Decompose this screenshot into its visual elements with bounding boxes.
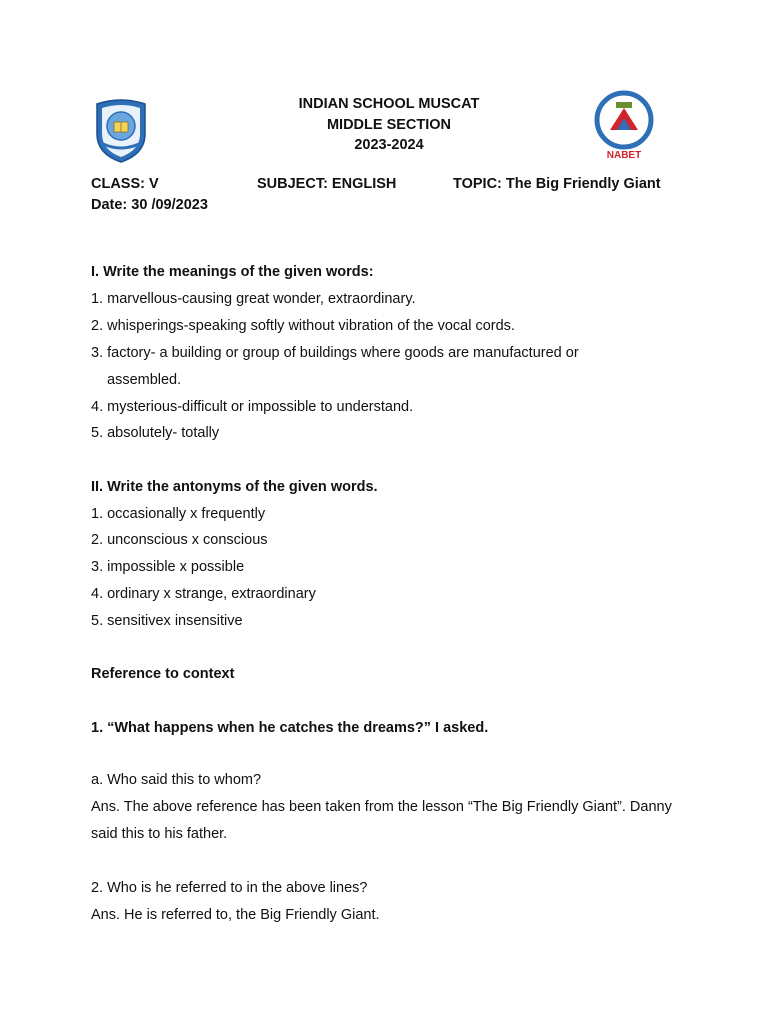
nabet-logo <box>594 90 654 162</box>
section-name: MIDDLE SECTION <box>326 116 452 133</box>
meaning-item-2: 2. whisperings-speaking softly without vibration of the vocal cords. <box>91 318 515 334</box>
school-crest-logo <box>93 98 149 164</box>
answer-a-line1: Ans. The above reference has been taken from the lesson “The Big Friendly Giant”. Danny <box>91 799 672 815</box>
school-header <box>264 94 514 156</box>
answer-a-line2: said this to his father. <box>91 826 228 842</box>
meaning-item-5: 5. absolutely- totally <box>91 425 220 441</box>
question-a: a. Who said this to whom? <box>91 772 262 788</box>
subject-label: SUBJECT: ENGLISH <box>257 176 397 192</box>
antonym-item-1: 1. occasionally x frequently <box>91 506 266 522</box>
class-label: CLASS: V <box>91 176 159 192</box>
section1-heading: I. Write the meanings of the given words: <box>91 264 374 280</box>
antonym-item-5: 5. sensitivex insensitive <box>91 613 243 629</box>
meaning-item-1: 1. marvellous-causing great wonder, extraordinary. <box>91 291 416 307</box>
answer-2: Ans. He is referred to, the Big Friendly Giant. <box>91 907 380 923</box>
question-2: 2. Who is he referred to in the above lines? <box>91 880 368 896</box>
antonym-item-2: 2. unconscious x conscious <box>91 532 268 548</box>
antonym-item-4: 4. ordinary x strange, extraordinary <box>91 586 316 602</box>
school-name: INDIAN SCHOOL MUSCAT <box>298 96 480 112</box>
meaning-item-4: 4. mysterious-difficult or impossible to understand. <box>91 399 414 415</box>
section2-heading: II. Write the antonyms of the given words. <box>91 479 378 495</box>
section3-heading: Reference to context <box>91 666 235 682</box>
nabet-label: NABET <box>606 150 642 161</box>
antonym-item-3: 3. impossible x possible <box>91 559 245 575</box>
meaning-item-3: 3. factory- a building or group of buildings where goods are manufactured or <box>91 345 579 361</box>
reference-quote: 1. “What happens when he catches the dreams?” I asked. <box>91 720 489 736</box>
topic-label: TOPIC: The Big Friendly Giant <box>453 176 661 192</box>
academic-year: 2023-2024 <box>354 137 424 153</box>
date-label: Date: 30 /09/2023 <box>91 197 208 213</box>
meaning-item-3-cont: assembled. <box>107 372 182 388</box>
